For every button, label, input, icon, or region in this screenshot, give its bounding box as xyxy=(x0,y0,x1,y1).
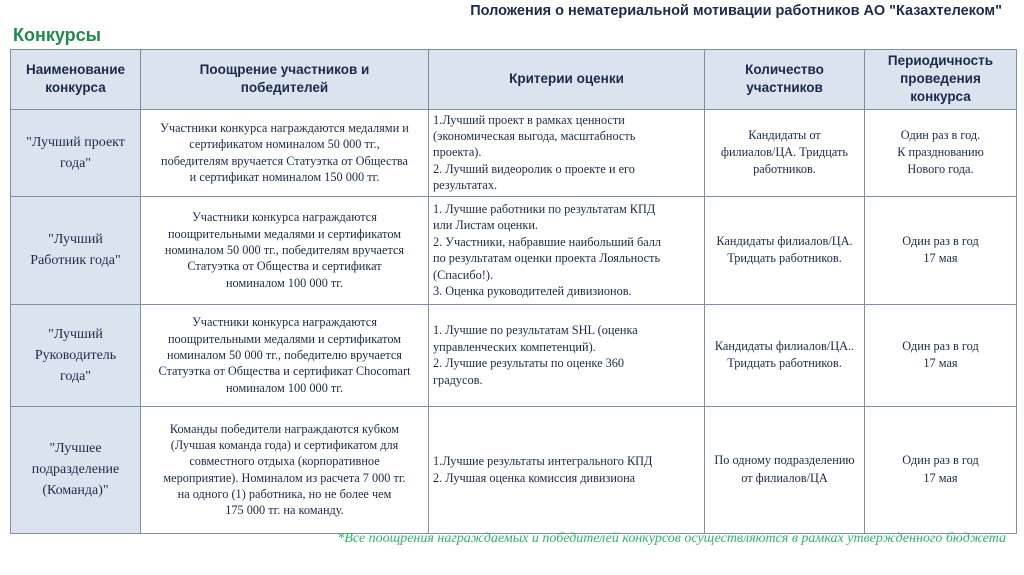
periodicity-cell xyxy=(865,196,1017,304)
cell-line: Участники конкурса награждаются медалями и xyxy=(160,120,409,135)
cell-line: 1. Лучшие работники по результатам КПД xyxy=(433,202,656,217)
cell-line: филиалов/ЦА. Тридцать xyxy=(721,145,848,160)
cell-line: (экономическая выгода, масштабность xyxy=(433,129,636,144)
cell-line: По одному подразделению xyxy=(714,453,855,468)
periodicity-cell xyxy=(865,304,1017,406)
column-header-period xyxy=(865,50,1017,110)
cell-line: номиналом 100 000 тг. xyxy=(225,380,344,395)
cell-line: результатах. xyxy=(433,178,498,193)
cell-line: Команды победители награждаются кубком xyxy=(169,421,400,436)
cell-line: номиналом 100 000 тг. xyxy=(225,275,344,290)
cell-line: 1. Лучшие по результатам SHL (оценка xyxy=(433,323,638,338)
column-header-name xyxy=(11,50,141,110)
column-header-line: проведения xyxy=(900,71,981,87)
contest-name-cell xyxy=(11,304,141,406)
cell-line: Кандидаты филиалов/ЦА. xyxy=(716,233,853,248)
table-header-row xyxy=(11,50,1017,110)
cell-line: Кандидаты филиалов/ЦА.. xyxy=(714,338,855,353)
contests-table xyxy=(10,49,1017,534)
column-header-criteria xyxy=(429,50,705,110)
cell-line: 17 мая xyxy=(923,356,958,371)
cell-line: 17 мая xyxy=(923,470,958,485)
cell-line: совместного отдыха (корпоративное xyxy=(189,454,380,469)
cell-line: на одного (1) работника, но не более чем xyxy=(177,487,392,501)
cell-line: 2. Лучшая оценка комиссия дивизиона xyxy=(433,470,636,485)
participants-cell xyxy=(705,406,865,533)
participants-cell xyxy=(705,196,865,304)
cell-line: Участники конкурса награждаются xyxy=(192,210,377,225)
column-header-line: Наименование xyxy=(25,62,126,78)
cell-line: поощрительными медалями и сертификатом xyxy=(167,226,402,241)
cell-line: 17 мая xyxy=(923,251,958,266)
column-header-reward xyxy=(141,50,429,110)
periodicity-cell xyxy=(865,406,1017,533)
cell-line: проекта). xyxy=(433,145,482,160)
criteria-cell xyxy=(429,109,705,196)
cell-line: 1.Лучшие результаты интегрального КПД xyxy=(433,454,653,469)
cell-line: 2. Участники, набравшие наибольший балл xyxy=(433,234,662,249)
criteria-cell xyxy=(429,406,705,533)
column-header-line: Количество xyxy=(745,62,824,78)
periodicity-cell xyxy=(865,109,1017,196)
participants-cell xyxy=(705,109,865,196)
cell-line: 175 000 тг. на команду. xyxy=(225,503,344,518)
cell-line: 2. Лучшие результаты по оценке 360 xyxy=(433,356,625,371)
cell-line: Один раз в год xyxy=(902,338,979,353)
column-header-line: Периодичность xyxy=(887,53,994,68)
reward-cell xyxy=(141,406,429,533)
cell-line: поощрительными медалями и сертификатом xyxy=(167,331,402,346)
section-title: Конкурсы xyxy=(13,25,102,45)
table-row xyxy=(11,109,1017,196)
contest-name-cell xyxy=(11,109,141,196)
column-header-line: Поощрение участников и xyxy=(199,62,370,78)
cell-line: сертификатом номиналом 50 000 тг., xyxy=(189,137,380,152)
participants-cell xyxy=(705,304,865,406)
cell-line: победителям вручается Статуэтка от Общества xyxy=(161,153,408,168)
column-header-line: конкурса xyxy=(910,89,971,105)
reward-cell xyxy=(141,196,429,304)
cell-line: года" xyxy=(59,155,92,171)
budget-footnote: *Все поощрения награждаемых и победителей конкурсов осуществляются в рамках утвержденного бюджета xyxy=(337,531,1006,546)
cell-line: мероприятие). Номиналом из расчета 7 000 тг. xyxy=(163,470,406,485)
reward-cell xyxy=(141,109,429,196)
cell-line: номиналом 50 000 тг., победителям вручается xyxy=(164,242,405,257)
table-row xyxy=(11,196,1017,304)
cell-line: Нового года. xyxy=(907,162,974,177)
cell-line: управленческих компетенций). xyxy=(433,339,596,354)
cell-line: "Лучший xyxy=(48,232,103,248)
cell-line: (Команда)" xyxy=(42,483,109,499)
column-header-line: Критерии оценки xyxy=(509,71,624,87)
cell-line: Статуэтка от Общества и сертификат Chocomart xyxy=(158,364,411,379)
cell-line: (Лучшая команда года) и сертификатом для xyxy=(170,437,399,452)
criteria-cell xyxy=(429,196,705,304)
cell-line: подразделение xyxy=(31,462,120,478)
cell-line: Один раз в год. xyxy=(900,127,981,142)
table-row xyxy=(11,304,1017,406)
cell-line: года" xyxy=(59,368,92,384)
cell-line: от филиалов/ЦА xyxy=(741,470,828,485)
cell-line: Один раз в год xyxy=(902,233,979,248)
cell-line: К празднованию xyxy=(897,145,984,160)
cell-line: или Листам оценки. xyxy=(433,218,538,233)
cell-line: 3. Оценка руководителей дивизионов. xyxy=(433,283,632,298)
cell-line: Кандидаты от xyxy=(748,127,821,142)
column-header-line: участников xyxy=(746,80,823,96)
criteria-cell xyxy=(429,304,705,406)
cell-line: 1.Лучший проект в рамках ценности xyxy=(433,112,625,127)
cell-line: Работник года" xyxy=(30,253,121,269)
table-row xyxy=(11,406,1017,533)
cell-line: "Лучший xyxy=(48,326,103,342)
cell-line: градусов. xyxy=(433,372,483,387)
document-header: Положения о нематериальной мотивации работников АО "Казахтелеком" xyxy=(470,3,1002,19)
cell-line: номиналом 50 000 тг., победителю вручается xyxy=(167,347,402,362)
cell-line: "Лучший проект xyxy=(26,134,125,150)
cell-line: Статуэтка от Общества и сертификат xyxy=(187,259,382,274)
cell-line: "Лучшее xyxy=(49,441,102,457)
reward-cell xyxy=(141,304,429,406)
cell-line: работников. xyxy=(753,162,816,177)
cell-line: 2. Лучший видеоролик о проекте и его xyxy=(433,161,635,176)
cell-line: Участники конкурса награждаются xyxy=(192,315,377,330)
contest-name-cell xyxy=(11,406,141,533)
cell-line: Тридцать работников. xyxy=(727,251,842,266)
cell-line: Один раз в год xyxy=(902,453,979,468)
column-header-count xyxy=(705,50,865,110)
column-header-line: конкурса xyxy=(45,80,106,96)
cell-line: Руководитель xyxy=(34,347,117,363)
cell-line: Тридцать работников. xyxy=(727,356,842,371)
cell-line: по результатам оценки проекта Лояльность xyxy=(433,251,661,266)
cell-line: (Спасибо!). xyxy=(433,267,494,282)
column-header-line: победителей xyxy=(240,80,329,96)
contest-name-cell xyxy=(11,196,141,304)
cell-line: и сертификат номиналом 150 000 тг. xyxy=(189,170,380,184)
